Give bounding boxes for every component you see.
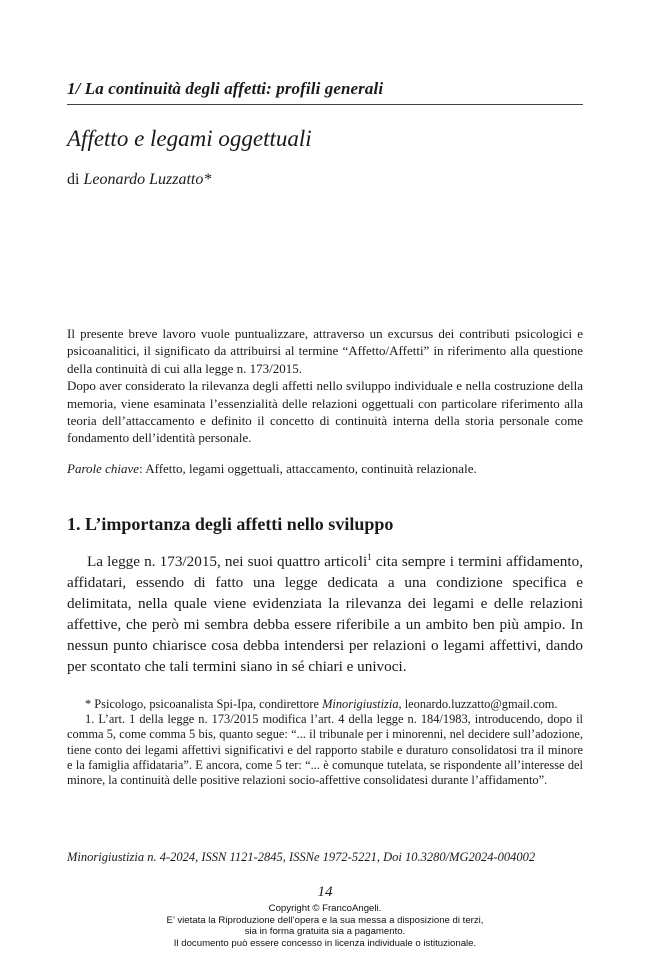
byline	[67, 171, 211, 189]
footnote-author	[67, 697, 583, 712]
copyright-notice	[0, 903, 650, 949]
copyright-line-1: Copyright © FrancoAngeli.	[268, 903, 382, 914]
footnote-author-email: , leonardo.luzzatto@gmail.com.	[398, 697, 558, 711]
page-number: 14	[317, 884, 333, 900]
body-text-start: La legge n. 173/2015, nei suoi quattro articoli	[87, 553, 368, 570]
chapter-rule	[67, 104, 583, 105]
byline-prefix: di	[67, 171, 84, 188]
footnotes	[67, 697, 583, 788]
journal-reference: Minorigiustizia n. 4-2024, ISSN 1121-2845, ISSNe 1972-5221, Doi 10.3280/MG2024-004002	[67, 850, 536, 864]
body-text-end: cita sempre i termini affidamento, affidatari, essendo di fatto una legge dedicata a una condizione specifica e delimitata, nella quale viene evidenziata la rilevanza dei legami e delle relazioni affettive, che però mi sembra debba essere riferibile a un ambito ben più ampio. In nessun punto chiarisce cosa debba intendersi per relazioni o legami affettivi, dando per scontato che tali termini siano in sé chiari e univoci.	[67, 553, 583, 676]
footnote-author-text: * Psicologo, psicoanalista Spi-Ipa, condirettore	[85, 697, 323, 711]
footnote-ref-1: 1	[367, 551, 372, 562]
keywords-text: : Affetto, legami oggettuali, attaccamento, continuità relazionale.	[139, 461, 477, 476]
abstract-paragraph-2: Dopo aver considerato la rilevanza degli affetti nello sviluppo individuale e nella costruzione della memoria, viene esaminata l’essenzialità delle relazioni oggettuali con particolare riferimento alla teoria dell’attaccamento e definito il concetto di continuità interna della storia personale come fondamento dell’identità personale.	[67, 378, 583, 446]
copyright-line-3: sia in forma gratuita sia a pagamento.	[244, 926, 406, 938]
abstract-paragraph-1: Il presente breve lavoro vuole puntualizzare, attraverso un excursus dei contributi psicologici e psicoanalitici, il significato da attribuirsi al termine “Affetto/Affetti” in riferimento alla questione della continuità di cui alla legge n. 173/2015.	[67, 326, 583, 376]
footnote-1: 1. L’art. 1 della legge n. 173/2015 modifica l’art. 4 della legge n. 184/1983, introducendo, dopo il comma 5, come comma 5 bis, quanto segue: “... il tribunale per i minorenni, nel decidere sull’adozione, tiene conto dei legami affettivi significativi e del rapporto stabile e duraturo consolidatosi tra il minore e la famiglia affidataria”. E ancora, come 5 ter: “... è comunque tutelata, se rispondente all’interesse del minore, la continuità delle positive relazioni socio-affettive consolidatesi durante l’affidamento”.	[67, 712, 583, 788]
section-heading: 1. L’importanza degli affetti nello sviluppo	[67, 514, 394, 534]
copyright-line-2: E’ vietata la Riproduzione dell’opera e la sua messa a disposizione di terzi,	[166, 914, 484, 926]
keywords-label: Parole chiave	[67, 461, 140, 476]
keywords	[67, 460, 583, 477]
body-paragraph	[67, 551, 583, 678]
abstract	[67, 325, 583, 447]
chapter-heading: 1/ La continuità degli affetti: profili generali	[67, 79, 384, 98]
footnote-journal-name: Minorigiustizia	[322, 697, 399, 711]
article-title: Affetto e legami oggettuali	[67, 126, 312, 151]
copyright-line-4: Il documento può essere concesso in licenza individuale o istituzionale.	[173, 937, 477, 949]
author-name: Leonardo Luzzatto*	[83, 171, 212, 188]
